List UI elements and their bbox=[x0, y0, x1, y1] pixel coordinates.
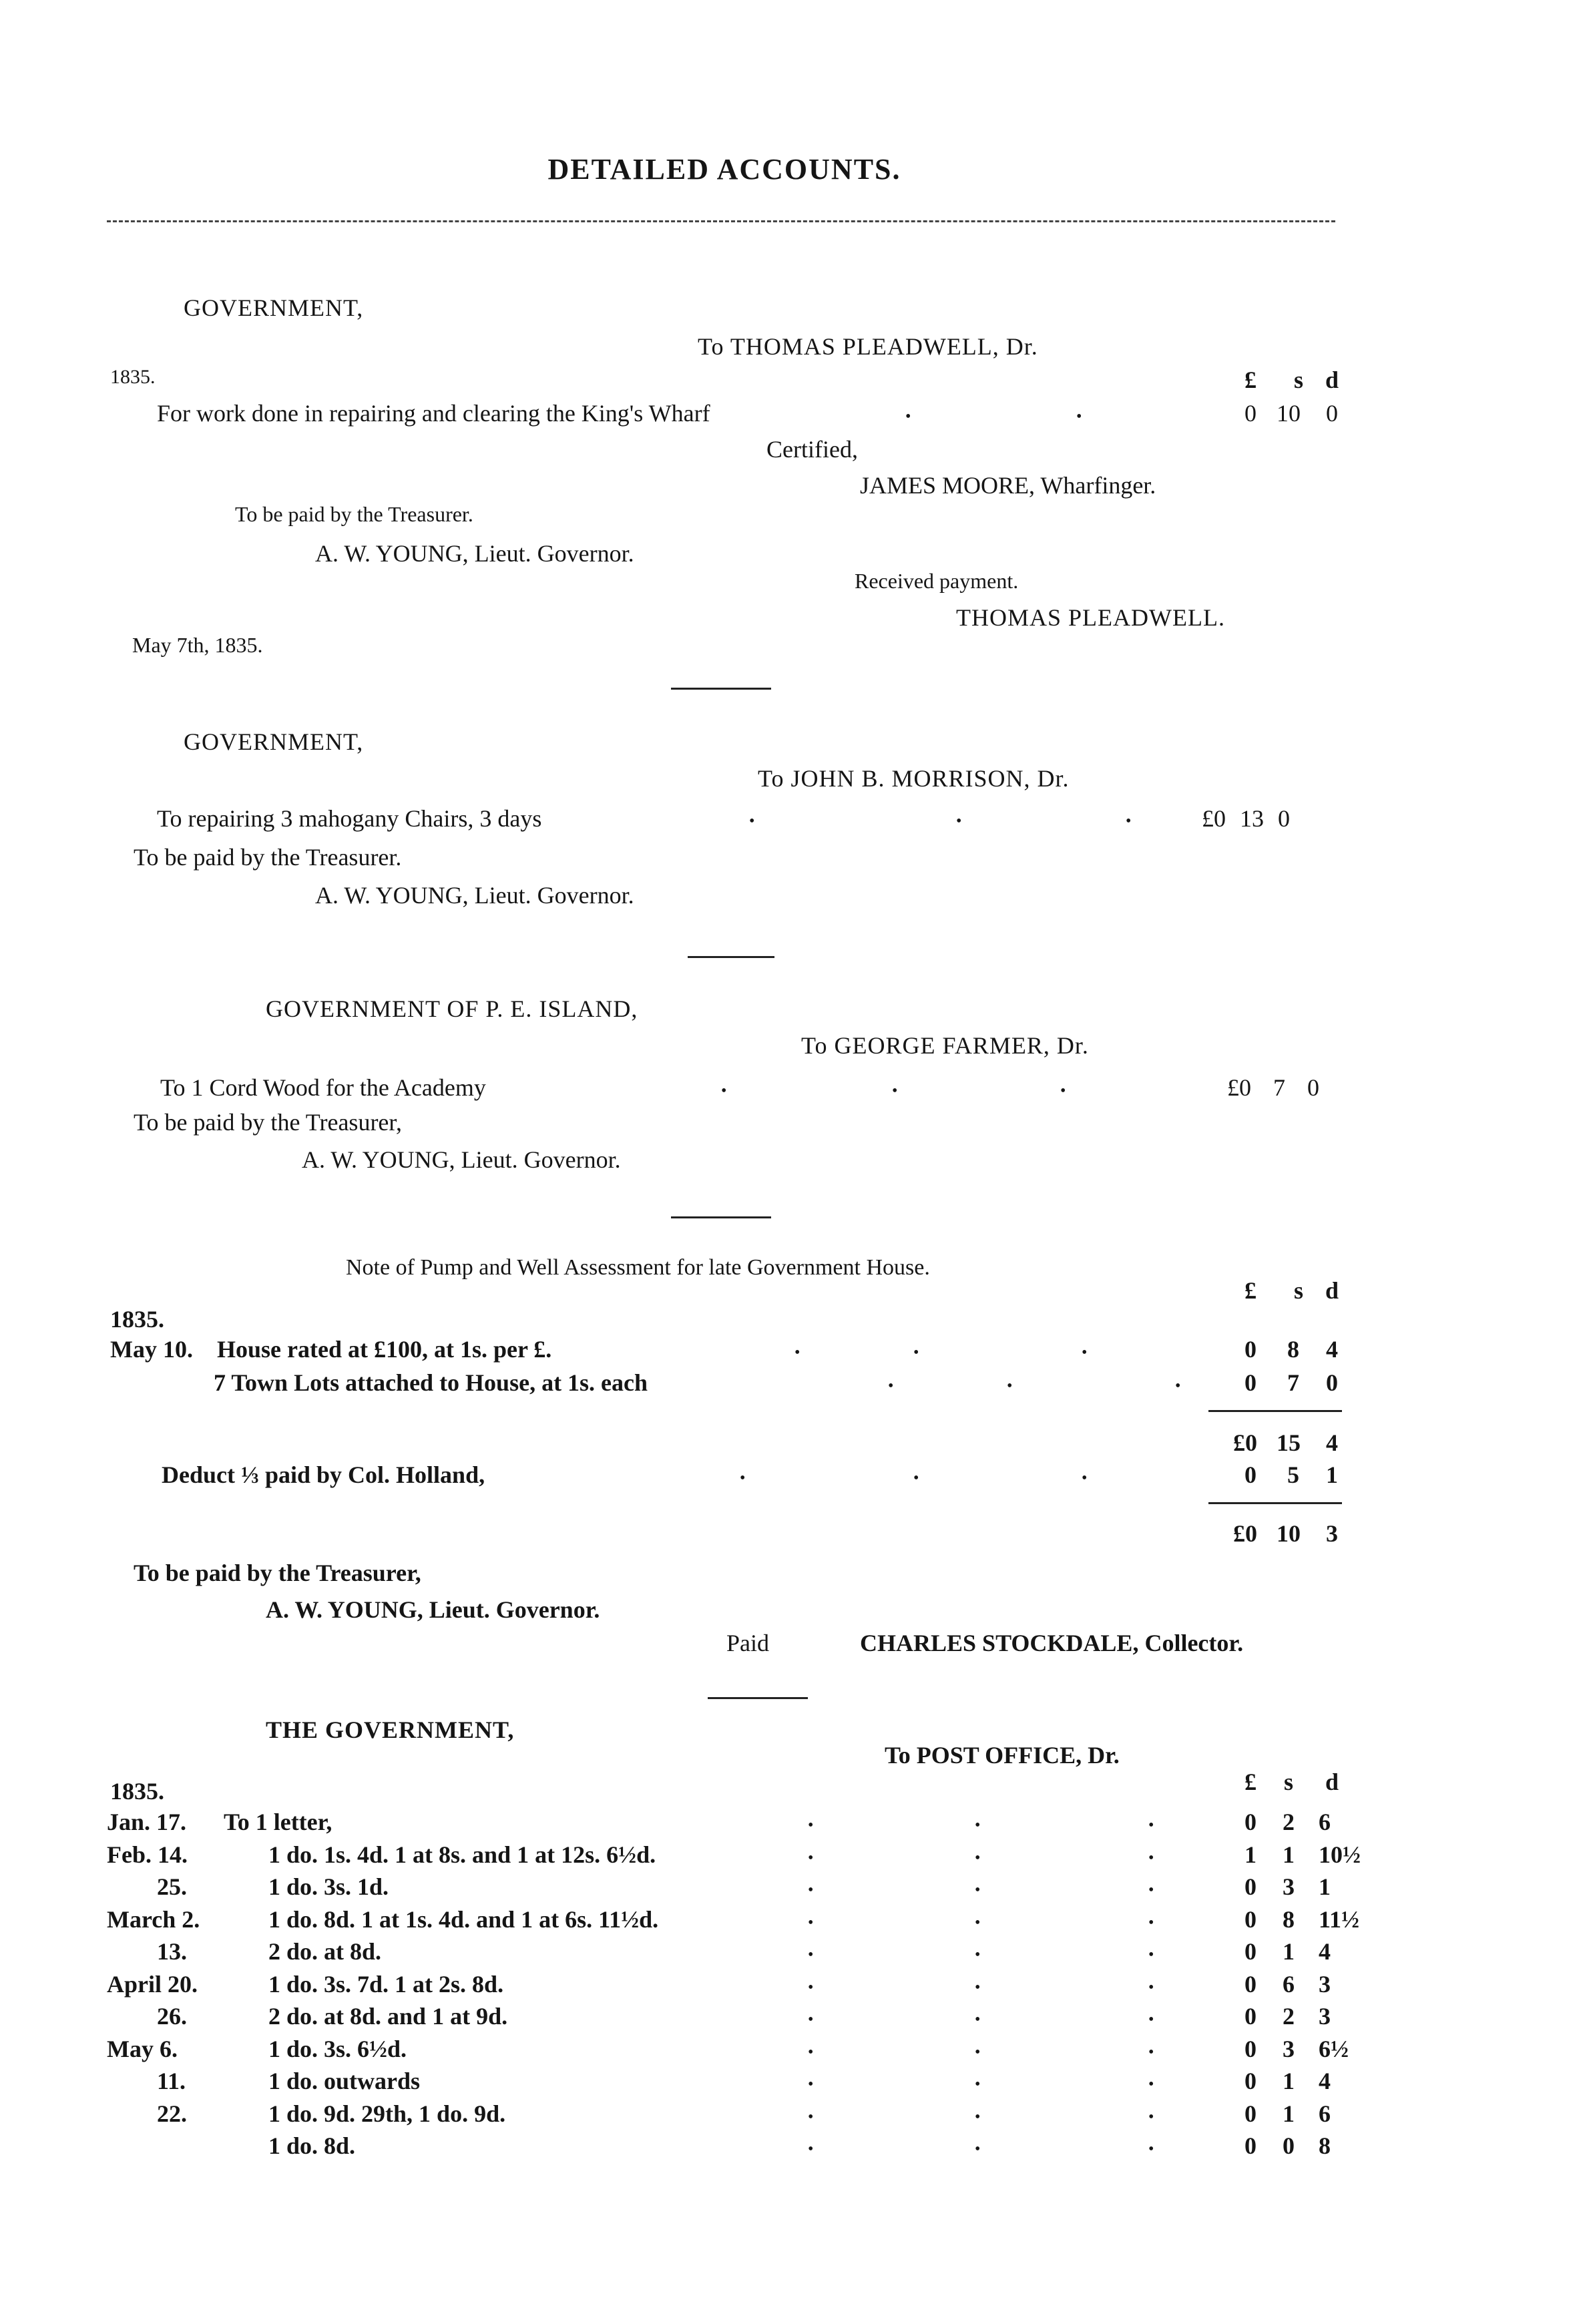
item-amount: £0 7 0 bbox=[1227, 1074, 1319, 1101]
total-shillings: 10 bbox=[1277, 1520, 1301, 1547]
amount-shillings: 2 bbox=[1283, 2003, 1295, 2030]
leader-dot bbox=[808, 1980, 813, 1996]
amount-pounds: 0 bbox=[1244, 1938, 1257, 1965]
governor-signature: A. W. YOUNG, Lieut. Governor. bbox=[266, 1596, 600, 1623]
leader-dot bbox=[1148, 2044, 1154, 2060]
subtotal-pounds: £0 bbox=[1233, 1429, 1257, 1456]
amount-shillings: 6 bbox=[1283, 1971, 1295, 1998]
amount-pounds: 0 bbox=[1244, 1369, 1257, 1396]
item-description: 2 do. at 8d. bbox=[268, 1938, 382, 1965]
amount-shillings: 1 bbox=[1283, 1938, 1295, 1965]
amount-pence: 10½ bbox=[1319, 1841, 1361, 1868]
amount-pence: 6 bbox=[1319, 1809, 1331, 1835]
payment-order: To be paid by the Treasurer, bbox=[134, 1109, 402, 1136]
total-rule bbox=[1208, 1502, 1342, 1504]
item-description: 1 do. 3s. 1d. bbox=[268, 1873, 389, 1900]
amount-pounds: 0 bbox=[1244, 2036, 1257, 2062]
amount-shillings: 8 bbox=[1283, 1906, 1295, 1933]
leader-dot bbox=[975, 1882, 980, 1898]
account-payee: To POST OFFICE, Dr. bbox=[885, 1742, 1120, 1769]
leader-dot bbox=[808, 2076, 813, 2092]
col-shillings: s bbox=[1283, 1769, 1293, 1795]
leader-dot bbox=[975, 1980, 980, 1996]
deduct-pounds: 0 bbox=[1244, 1461, 1257, 1488]
leader-dot bbox=[1148, 2109, 1154, 2125]
leader-dot bbox=[1148, 1882, 1154, 1898]
collector-signature: CHARLES STOCKDALE, Collector. bbox=[860, 1630, 1244, 1656]
amount-shillings: 1 bbox=[1283, 1841, 1295, 1868]
governor-signature: A. W. YOUNG, Lieut. Governor. bbox=[315, 882, 634, 909]
certified-label: Certified, bbox=[766, 436, 858, 463]
leader-dot bbox=[1148, 1915, 1154, 1931]
leader-dot bbox=[1082, 1345, 1087, 1361]
payment-order: To be paid by the Treasurer. bbox=[235, 502, 473, 526]
amount-pounds: 1 bbox=[1244, 1841, 1257, 1868]
col-pounds: £ bbox=[1244, 1769, 1257, 1795]
item-description: 1 do. 3s. 6½d. bbox=[268, 2036, 407, 2062]
amount-pounds: 0 bbox=[1244, 1873, 1257, 1900]
amount-shillings: 1 bbox=[1283, 2068, 1295, 2094]
deduct-description: Deduct ⅓ paid by Col. Holland, bbox=[162, 1461, 485, 1488]
leader-dot bbox=[1076, 409, 1082, 425]
entry-date: 26. bbox=[157, 2003, 187, 2030]
received-label: Received payment. bbox=[855, 569, 1019, 593]
account-date: May 7th, 1835. bbox=[132, 633, 263, 657]
amount-pounds: 0 bbox=[1244, 2100, 1257, 2127]
amount-pence: 6½ bbox=[1319, 2036, 1349, 2062]
amount-shillings: 10 bbox=[1277, 400, 1301, 427]
amount-pence: 11½ bbox=[1319, 1906, 1360, 1933]
item-description: House rated at £100, at 1s. per £. bbox=[217, 1336, 552, 1363]
leader-dot bbox=[808, 1882, 813, 1898]
leader-dot bbox=[975, 2076, 980, 2092]
entry-date: Jan. 17. bbox=[107, 1809, 187, 1835]
amount-pence: 4 bbox=[1319, 1938, 1331, 1965]
separator bbox=[708, 1697, 808, 1699]
subtotal-rule bbox=[1208, 1410, 1342, 1412]
account-payee: To GEORGE FARMER, Dr. bbox=[801, 1032, 1089, 1059]
leader-dot bbox=[808, 2044, 813, 2060]
entry-date: May 6. bbox=[107, 2036, 178, 2062]
col-pence: d bbox=[1325, 1277, 1339, 1304]
account-heading: Note of Pump and Well Assessment for late Government House. bbox=[346, 1255, 930, 1280]
leader-dot bbox=[956, 813, 961, 829]
item-description: 7 Town Lots attached to House, at 1s. each bbox=[214, 1369, 648, 1396]
leader-dot bbox=[808, 1915, 813, 1931]
leader-dot bbox=[975, 1915, 980, 1931]
deduct-shillings: 5 bbox=[1287, 1461, 1299, 1488]
amount-pounds: 0 bbox=[1244, 2003, 1257, 2030]
col-shillings: s bbox=[1293, 367, 1303, 393]
separator bbox=[671, 1216, 771, 1218]
amount-pence: 1 bbox=[1319, 1873, 1331, 1900]
amount-pence: 4 bbox=[1326, 1336, 1338, 1363]
amount-pence: 3 bbox=[1319, 1971, 1331, 1998]
col-shillings: s bbox=[1293, 1277, 1303, 1304]
account-heading: THE GOVERNMENT, bbox=[266, 1716, 515, 1743]
item-description: 2 do. at 8d. and 1 at 9d. bbox=[268, 2003, 508, 2030]
separator bbox=[671, 688, 771, 690]
amount-pence: 6 bbox=[1319, 2100, 1331, 2127]
amount-pounds: 0 bbox=[1244, 1336, 1257, 1363]
account-year: 1835. bbox=[110, 1306, 164, 1333]
item-description: For work done in repairing and clearing the King's Wharf bbox=[157, 400, 710, 427]
amount-pence: 0 bbox=[1326, 1369, 1338, 1396]
leader-dot bbox=[721, 1083, 726, 1099]
total-pence: 3 bbox=[1326, 1520, 1338, 1547]
col-pence: d bbox=[1325, 367, 1339, 393]
total-pounds: £0 bbox=[1233, 1520, 1257, 1547]
page-title: DETAILED ACCOUNTS. bbox=[547, 153, 901, 186]
leader-dot bbox=[1175, 1378, 1180, 1394]
amount-shillings: 2 bbox=[1283, 1809, 1295, 1835]
amount-pence: 0 bbox=[1326, 400, 1338, 427]
amount-pounds: 0 bbox=[1244, 1809, 1257, 1835]
leader-dot bbox=[975, 1850, 980, 1866]
leader-dot bbox=[1148, 1947, 1154, 1963]
amount-pence: 3 bbox=[1319, 2003, 1331, 2030]
leader-dot bbox=[808, 2141, 813, 2157]
payment-order: To be paid by the Treasurer, bbox=[134, 1560, 421, 1586]
account-year: 1835. bbox=[110, 1778, 164, 1805]
title-rule bbox=[107, 220, 1335, 222]
amount-shillings: 0 bbox=[1283, 2132, 1295, 2159]
leader-dot bbox=[808, 2012, 813, 2028]
subtotal-pence: 4 bbox=[1326, 1429, 1338, 1456]
item-description: 1 do. 9d. 29th, 1 do. 9d. bbox=[268, 2100, 506, 2127]
entry-date: 25. bbox=[157, 1873, 187, 1900]
paid-label: Paid bbox=[726, 1630, 770, 1656]
leader-dot bbox=[913, 1345, 919, 1361]
leader-dot bbox=[913, 1470, 919, 1486]
leader-dot bbox=[975, 2109, 980, 2125]
subtotal-shillings: 15 bbox=[1277, 1429, 1301, 1456]
account-payee: To THOMAS PLEADWELL, Dr. bbox=[698, 333, 1038, 360]
leader-dot bbox=[1126, 813, 1131, 829]
leader-dot bbox=[1148, 1850, 1154, 1866]
item-description: To 1 letter, bbox=[224, 1809, 332, 1835]
leader-dot bbox=[975, 1817, 980, 1833]
item-description: 1 do. 8d. bbox=[268, 2132, 356, 2159]
leader-dot bbox=[975, 2044, 980, 2060]
col-pence: d bbox=[1325, 1769, 1339, 1795]
leader-dot bbox=[749, 813, 754, 829]
leader-dot bbox=[1148, 1817, 1154, 1833]
leader-dot bbox=[1148, 2076, 1154, 2092]
leader-dot bbox=[1082, 1470, 1087, 1486]
certifier-signature: JAMES MOORE, Wharfinger. bbox=[860, 472, 1156, 499]
amount-pounds: 0 bbox=[1244, 400, 1257, 427]
amount-shillings: 3 bbox=[1283, 2036, 1295, 2062]
entry-date: March 2. bbox=[107, 1906, 200, 1933]
leader-dot bbox=[975, 1947, 980, 1963]
deduct-pence: 1 bbox=[1326, 1461, 1338, 1488]
amount-pounds: 0 bbox=[1244, 1906, 1257, 1933]
account-payee: To JOHN B. MORRISON, Dr. bbox=[758, 765, 1070, 792]
entry-date: May 10. bbox=[110, 1336, 193, 1363]
item-amount: £0 13 0 bbox=[1202, 805, 1290, 832]
entry-date: Feb. 14. bbox=[107, 1841, 188, 1868]
amount-shillings: 3 bbox=[1283, 1873, 1295, 1900]
entry-date: 13. bbox=[157, 1938, 187, 1965]
entry-date: April 20. bbox=[107, 1971, 198, 1998]
leader-dot bbox=[808, 2109, 813, 2125]
account-heading: GOVERNMENT OF P. E. ISLAND, bbox=[266, 995, 638, 1022]
col-pounds: £ bbox=[1244, 367, 1257, 393]
governor-signature: A. W. YOUNG, Lieut. Governor. bbox=[315, 540, 634, 567]
amount-pence: 4 bbox=[1319, 2068, 1331, 2094]
leader-dot bbox=[975, 2141, 980, 2157]
entry-date: 11. bbox=[157, 2068, 186, 2094]
amount-pounds: 0 bbox=[1244, 1971, 1257, 1998]
leader-dot bbox=[1148, 1980, 1154, 1996]
leader-dot bbox=[808, 1817, 813, 1833]
amount-pounds: 0 bbox=[1244, 2132, 1257, 2159]
leader-dot bbox=[1007, 1378, 1012, 1394]
leader-dot bbox=[1148, 2012, 1154, 2028]
leader-dot bbox=[808, 1947, 813, 1963]
col-pounds: £ bbox=[1244, 1277, 1257, 1304]
receiver-signature: THOMAS PLEADWELL. bbox=[956, 604, 1225, 631]
amount-pounds: 0 bbox=[1244, 2068, 1257, 2094]
governor-signature: A. W. YOUNG, Lieut. Governor. bbox=[302, 1146, 621, 1173]
separator bbox=[688, 956, 774, 958]
payment-order: To be paid by the Treasurer. bbox=[134, 844, 402, 871]
amount-pence: 8 bbox=[1319, 2132, 1331, 2159]
item-description: 1 do. 3s. 7d. 1 at 2s. 8d. bbox=[268, 1971, 504, 1998]
item-description: To repairing 3 mahogany Chairs, 3 days bbox=[157, 805, 542, 832]
amount-shillings: 1 bbox=[1283, 2100, 1295, 2127]
leader-dot bbox=[975, 2012, 980, 2028]
leader-dot bbox=[808, 1850, 813, 1866]
leader-dot bbox=[794, 1345, 800, 1361]
item-description: 1 do. 1s. 4d. 1 at 8s. and 1 at 12s. 6½d. bbox=[268, 1841, 656, 1868]
amount-shillings: 8 bbox=[1287, 1336, 1299, 1363]
entry-date: 22. bbox=[157, 2100, 187, 2127]
leader-dot bbox=[1148, 2141, 1154, 2157]
leader-dot bbox=[905, 409, 911, 425]
item-description: 1 do. outwards bbox=[268, 2068, 421, 2094]
leader-dot bbox=[888, 1378, 893, 1394]
item-description: 1 do. 8d. 1 at 1s. 4d. and 1 at 6s. 11½d. bbox=[268, 1906, 659, 1933]
account-heading: GOVERNMENT, bbox=[184, 728, 364, 755]
amount-shillings: 7 bbox=[1287, 1369, 1299, 1396]
leader-dot bbox=[1060, 1083, 1066, 1099]
leader-dot bbox=[892, 1083, 897, 1099]
item-description: To 1 Cord Wood for the Academy bbox=[160, 1074, 486, 1101]
leader-dot bbox=[740, 1470, 745, 1486]
account-year: 1835. bbox=[110, 366, 156, 388]
account-heading: GOVERNMENT, bbox=[184, 294, 364, 321]
